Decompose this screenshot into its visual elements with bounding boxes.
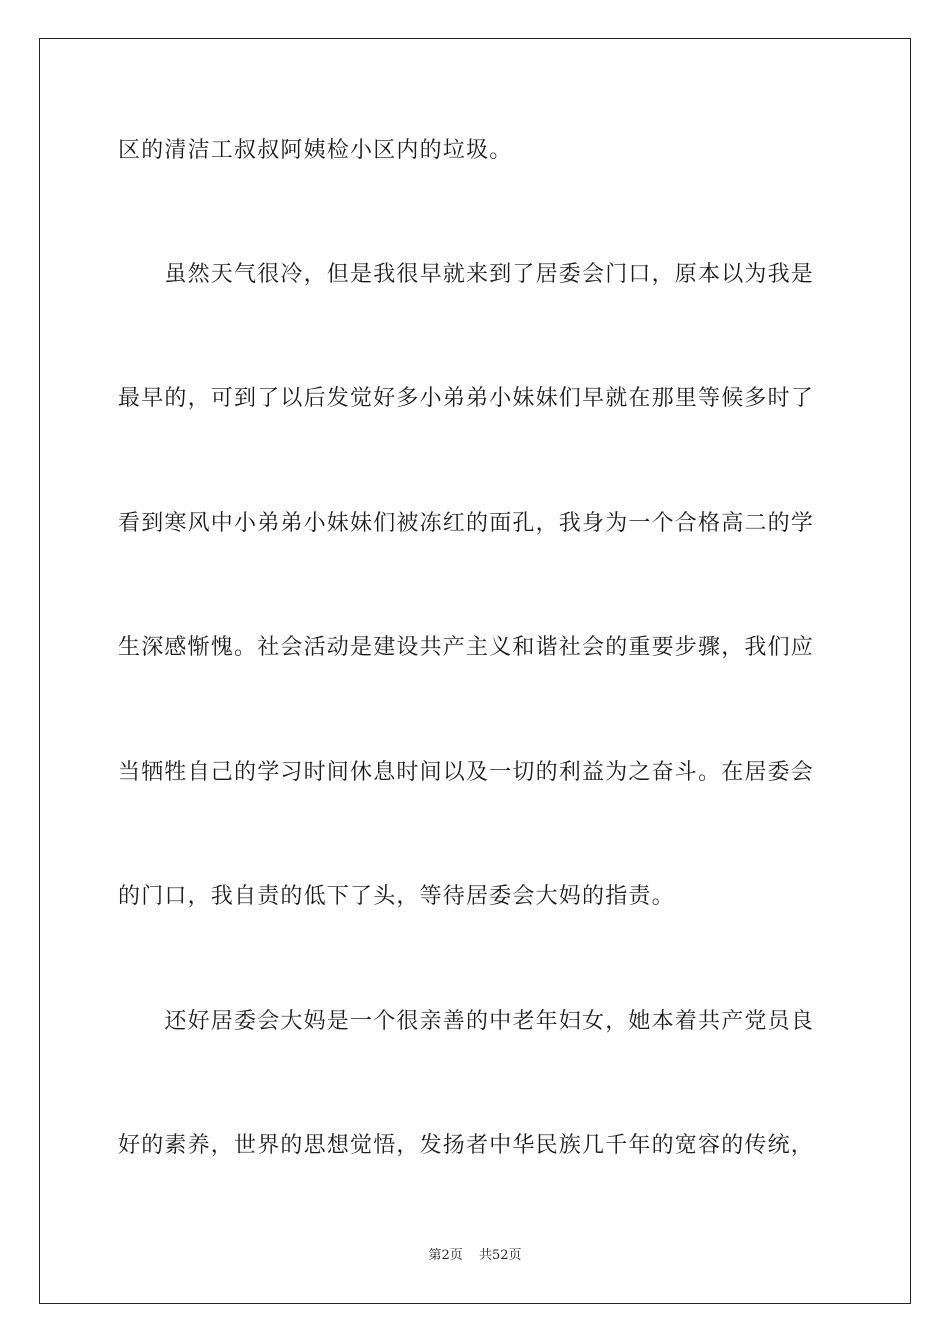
text-line: 看到寒风中小弟弟小妹妹们被冻红的面孔，我身为一个合格高二的学 xyxy=(118,511,815,536)
page-border xyxy=(39,38,911,1304)
text-line: 还好居委会大妈是一个很亲善的中老年妇女，她本着共产党员良 xyxy=(118,1009,815,1034)
text-line: 的门口，我自责的低下了头，等待居委会大妈的指责。 xyxy=(118,884,675,909)
page-number: 第2页 xyxy=(428,1248,463,1263)
page-total: 共52页 xyxy=(478,1248,522,1263)
text-line: 当牺牲自己的学习时间休息时间以及一切的利益为之奋斗。在居委会 xyxy=(118,760,815,785)
text-line: 最早的，可到了以后发觉好多小弟弟小妹妹们早就在那里等候多时了 xyxy=(118,386,815,411)
text-line: 区的清洁工叔叔阿姨检小区内的垃圾。 xyxy=(118,138,513,163)
text-line: 虽然天气很冷，但是我很早就来到了居委会门口，原本以为我是 xyxy=(118,262,815,287)
page-footer xyxy=(0,1247,950,1265)
text-line: 好的素养，世界的思想觉悟，发扬者中华民族几千年的宽容的传统， xyxy=(118,1133,815,1158)
text-line: 生深感惭愧。社会活动是建设共产主义和谐社会的重要步骤，我们应 xyxy=(118,635,815,660)
